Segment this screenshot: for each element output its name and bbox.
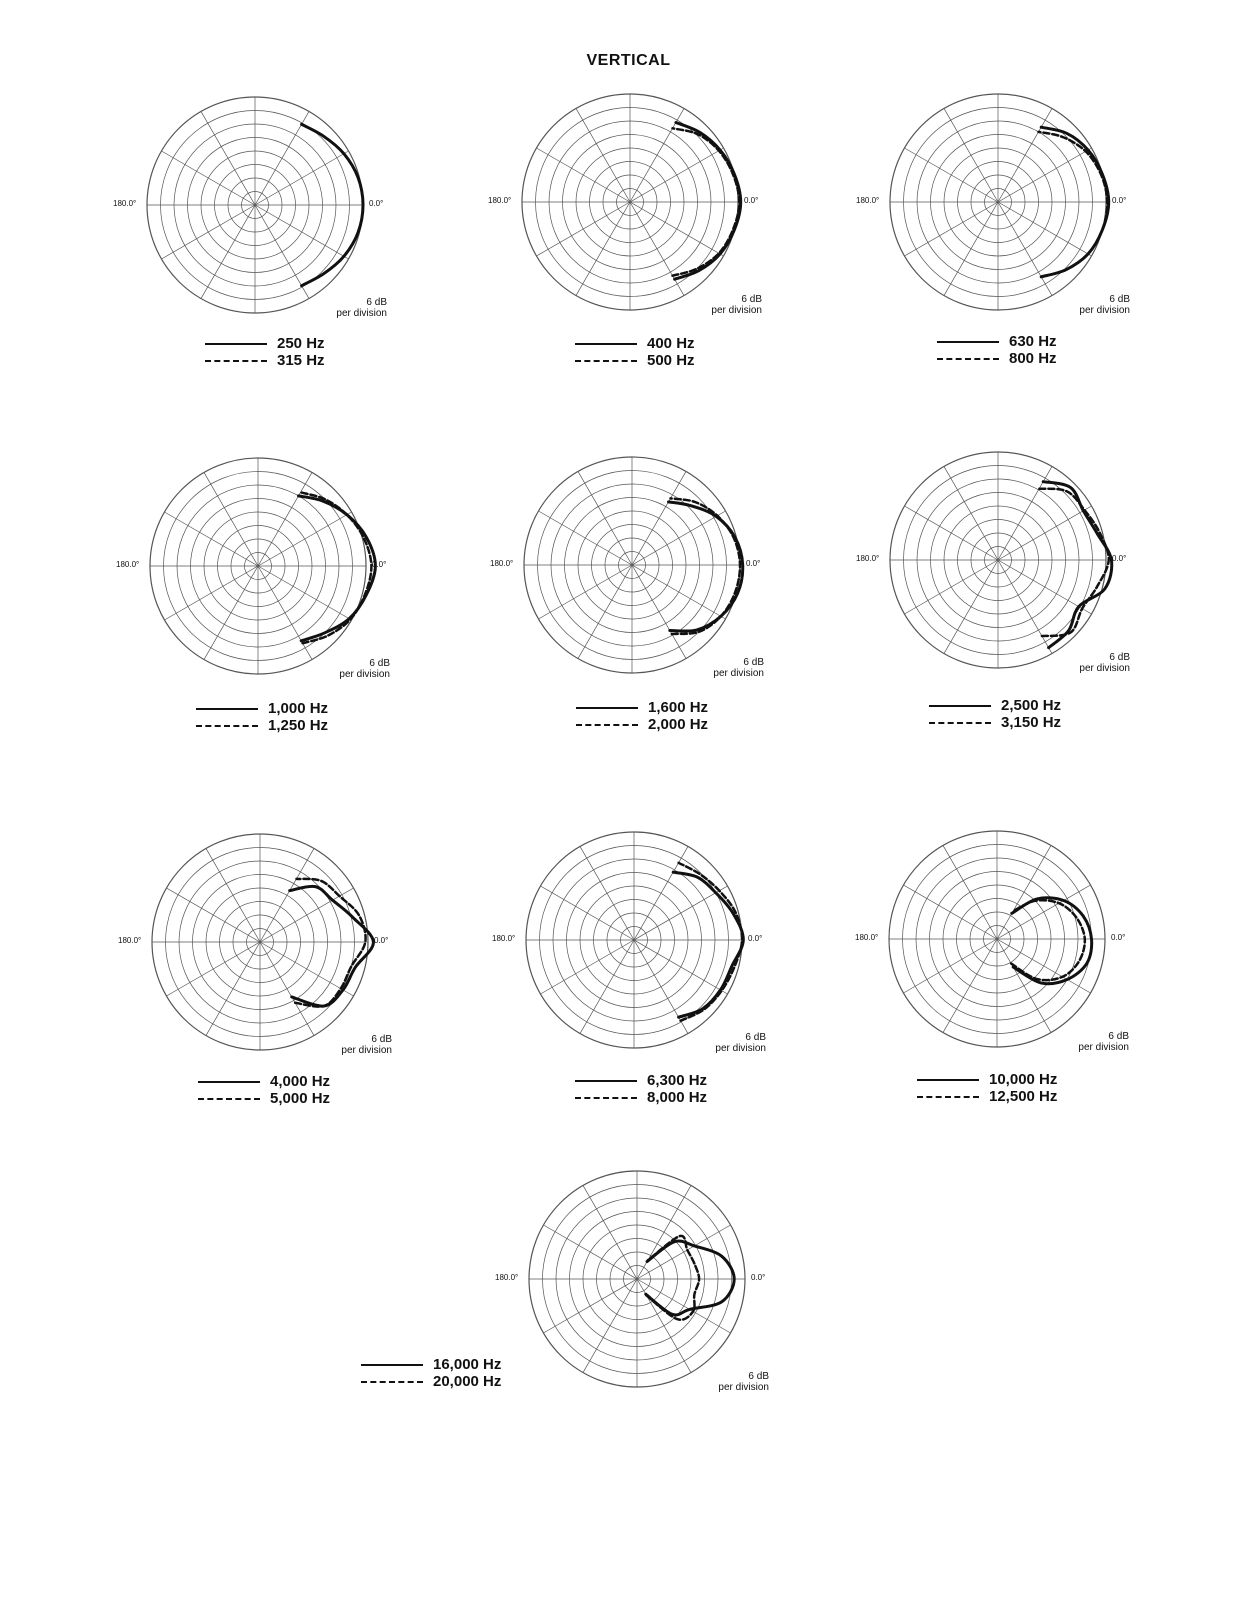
legend: [198, 1073, 418, 1113]
grid-spoke: [634, 886, 728, 940]
grid-spoke: [258, 566, 352, 620]
grid-spoke: [632, 471, 686, 565]
polar-plot-4: [116, 438, 387, 694]
legend-entry: [929, 697, 1149, 714]
grid-spoke: [164, 512, 258, 566]
scale-label-line1: 6 dB: [748, 1371, 769, 1382]
legend-entry: [198, 1073, 418, 1090]
legend-dashed-line: [575, 1097, 637, 1099]
legend-dashed-line: [361, 1381, 423, 1383]
legend-label: 2,000 Hz: [648, 716, 709, 733]
grid-spoke: [258, 566, 312, 660]
legend-entry: [576, 716, 796, 733]
grid-spoke: [580, 940, 634, 1034]
scale-label-line1: 6 dB: [369, 658, 390, 669]
polar-grid: [506, 812, 762, 1068]
legend-entry: [205, 352, 425, 369]
legend-label: 3,150 Hz: [1001, 714, 1062, 731]
legend-entry: [575, 1089, 795, 1106]
grid-spoke: [637, 1279, 731, 1333]
scale-label-line2: per division: [711, 305, 762, 316]
angle-label-180: 180.0°: [118, 936, 142, 945]
grid-spoke: [583, 1185, 637, 1279]
scale-label-line1: 6 dB: [366, 297, 387, 308]
grid-spoke: [998, 560, 1052, 654]
legend-entry: [575, 352, 795, 369]
angle-label-180: 180.0°: [113, 199, 137, 208]
grid-spoke: [904, 560, 998, 614]
legend-solid-line: [917, 1079, 979, 1081]
polar-plot-7: [118, 814, 389, 1070]
scale-label: [1028, 294, 1130, 316]
grid-spoke: [583, 1279, 637, 1373]
scale-label-line2: per division: [1078, 1042, 1129, 1053]
grid-spoke: [578, 565, 632, 659]
scale-label: [664, 1032, 766, 1054]
polar-grid: [127, 77, 383, 333]
grid-spoke: [943, 845, 997, 939]
legend-label: 5,000 Hz: [270, 1090, 331, 1107]
scale-label-line2: per division: [718, 1382, 769, 1393]
legend-label: 1,250 Hz: [268, 717, 329, 734]
legend-solid-line: [929, 705, 991, 707]
legend-dashed-line: [917, 1096, 979, 1098]
grid-spoke: [630, 202, 684, 296]
polar-plot-2: [488, 74, 759, 330]
legend: [205, 335, 425, 375]
angle-label-0: 0.0°: [751, 1273, 766, 1282]
grid-spoke: [204, 472, 258, 566]
grid-spoke: [998, 202, 1052, 296]
angle-label-180: 180.0°: [116, 560, 140, 569]
angle-label-180: 180.0°: [856, 554, 880, 563]
legend: [917, 1071, 1137, 1111]
legend-label: 4,000 Hz: [270, 1073, 331, 1090]
legend: [575, 335, 795, 375]
scale-label: [288, 658, 390, 680]
grid-spoke: [201, 205, 255, 299]
grid-spoke: [540, 940, 634, 994]
polar-grid: [132, 814, 388, 1070]
scale-label: [1027, 1031, 1129, 1053]
legend: [576, 699, 796, 739]
legend-solid-line: [196, 708, 258, 710]
scale-label-line1: 6 dB: [743, 657, 764, 668]
scale-label-line2: per division: [715, 1043, 766, 1054]
polar-plot-5: [490, 437, 761, 693]
grid-spoke: [632, 511, 726, 565]
grid-spoke: [944, 466, 998, 560]
grid-spoke: [998, 108, 1052, 202]
scale-label-line2: per division: [336, 308, 387, 319]
grid-spoke: [255, 205, 349, 259]
polar-plot-3: [856, 74, 1127, 330]
legend-label: 2,500 Hz: [1001, 697, 1062, 714]
scale-label-line2: per division: [713, 668, 764, 679]
scale-label-line1: 6 dB: [741, 294, 762, 305]
grid-spoke: [580, 846, 634, 940]
grid-spoke: [997, 939, 1051, 1033]
legend-label: 6,300 Hz: [647, 1072, 708, 1089]
grid-spoke: [204, 566, 258, 660]
legend-dashed-line: [196, 725, 258, 727]
polar-plot-6: [856, 432, 1127, 688]
legend: [196, 700, 416, 740]
grid-spoke: [997, 885, 1091, 939]
angle-label-0: 0.0°: [1112, 554, 1127, 563]
legend-entry: [196, 700, 416, 717]
angle-label-0: 0.0°: [1111, 933, 1126, 942]
legend-dashed-line: [198, 1098, 260, 1100]
legend: [929, 697, 1149, 737]
grid-spoke: [903, 939, 997, 993]
scale-label-line1: 6 dB: [745, 1032, 766, 1043]
legend-solid-line: [937, 341, 999, 343]
polar-grid: [870, 432, 1126, 688]
grid-spoke: [161, 151, 255, 205]
polar-plot-9: [855, 811, 1126, 1067]
grid-spoke: [576, 202, 630, 296]
angle-label-180: 180.0°: [488, 196, 512, 205]
angle-label-0: 0.0°: [748, 934, 763, 943]
grid-spoke: [260, 848, 314, 942]
grid-spoke: [632, 565, 686, 659]
angle-label-0: 0.0°: [1112, 196, 1127, 205]
grid-spoke: [536, 148, 630, 202]
polar-plot-8: [492, 812, 763, 1068]
grid-spoke: [904, 202, 998, 256]
angle-label-0: 0.0°: [744, 196, 759, 205]
legend-label: 20,000 Hz: [433, 1373, 502, 1390]
scale-label-line2: per division: [1079, 305, 1130, 316]
angle-label-180: 180.0°: [492, 934, 516, 943]
polar-grid: [502, 74, 758, 330]
grid-spoke: [904, 148, 998, 202]
scale-label-line2: per division: [339, 669, 390, 680]
polar-grid: [130, 438, 386, 694]
series-line-solid: [669, 502, 743, 631]
legend-entry: [917, 1071, 1137, 1088]
grid-spoke: [944, 108, 998, 202]
legend-dashed-line: [575, 360, 637, 362]
angle-label-0: 0.0°: [746, 559, 761, 568]
legend-label: 500 Hz: [647, 352, 695, 369]
grid-spoke: [997, 845, 1051, 939]
angle-label-0: 0.0°: [374, 936, 389, 945]
series-line-dashed: [301, 492, 372, 643]
series-line-solid: [299, 496, 376, 641]
scale-label-line1: 6 dB: [1108, 1031, 1129, 1042]
grid-spoke: [543, 1279, 637, 1333]
grid-spoke: [632, 565, 726, 619]
legend-label: 1,600 Hz: [648, 699, 709, 716]
grid-spoke: [538, 511, 632, 565]
grid-spoke: [998, 506, 1092, 560]
angle-label-180: 180.0°: [855, 933, 879, 942]
grid-spoke: [630, 202, 724, 256]
legend-solid-line: [198, 1081, 260, 1083]
legend: [937, 333, 1157, 373]
legend-solid-line: [575, 1080, 637, 1082]
legend-label: 800 Hz: [1009, 350, 1057, 367]
legend-entry: [361, 1356, 581, 1373]
legend-entry: [929, 714, 1149, 731]
grid-spoke: [536, 202, 630, 256]
grid-spoke: [258, 472, 312, 566]
legend-dashed-line: [205, 360, 267, 362]
angle-label-0: 0.0°: [369, 199, 384, 208]
legend-dashed-line: [576, 724, 638, 726]
scale-label-line1: 6 dB: [1109, 294, 1130, 305]
grid-spoke: [998, 148, 1092, 202]
scale-label: [1028, 652, 1130, 674]
legend: [575, 1072, 795, 1112]
grid-spoke: [903, 885, 997, 939]
legend-label: 400 Hz: [647, 335, 695, 352]
grid-spoke: [260, 942, 314, 1036]
legend-label: 10,000 Hz: [989, 1071, 1058, 1088]
scale-label: [660, 294, 762, 316]
legend-entry: [361, 1373, 581, 1390]
legend-label: 8,000 Hz: [647, 1089, 708, 1106]
scale-label-line2: per division: [1079, 663, 1130, 674]
angle-label-0: 0.0°: [372, 560, 387, 569]
scale-label: [285, 297, 387, 319]
grid-spoke: [998, 202, 1092, 256]
polar-grid: [504, 437, 760, 693]
grid-spoke: [206, 848, 260, 942]
grid-spoke: [634, 940, 688, 1034]
legend-entry: [205, 335, 425, 352]
grid-spoke: [164, 566, 258, 620]
page-title: VERTICAL: [586, 52, 671, 69]
legend: [361, 1356, 581, 1396]
legend-label: 16,000 Hz: [433, 1356, 502, 1373]
legend-solid-line: [576, 707, 638, 709]
angle-label-180: 180.0°: [856, 196, 880, 205]
grid-spoke: [543, 1225, 637, 1279]
grid-spoke: [260, 942, 354, 996]
grid-spoke: [943, 939, 997, 1033]
scale-label: [662, 657, 764, 679]
legend-entry: [937, 333, 1157, 350]
legend-entry: [196, 717, 416, 734]
grid-spoke: [166, 888, 260, 942]
legend-entry: [575, 335, 795, 352]
legend-label: 315 Hz: [277, 352, 325, 369]
scale-label: [667, 1371, 769, 1393]
legend-label: 12,500 Hz: [989, 1088, 1058, 1105]
grid-spoke: [166, 942, 260, 996]
grid-spoke: [944, 202, 998, 296]
legend-entry: [576, 699, 796, 716]
grid-spoke: [255, 151, 349, 205]
scale-label: [290, 1034, 392, 1056]
grid-spoke: [258, 512, 352, 566]
legend-label: 250 Hz: [277, 335, 325, 352]
legend-solid-line: [361, 1364, 423, 1366]
legend-label: 630 Hz: [1009, 333, 1057, 350]
grid-spoke: [540, 886, 634, 940]
polar-plot-1: [113, 77, 384, 333]
grid-spoke: [206, 942, 260, 1036]
angle-label-180: 180.0°: [495, 1273, 519, 1282]
scale-label-line1: 6 dB: [1109, 652, 1130, 663]
legend-entry: [198, 1090, 418, 1107]
scale-label-line1: 6 dB: [371, 1034, 392, 1045]
scale-label-line2: per division: [341, 1045, 392, 1056]
legend-entry: [937, 350, 1157, 367]
legend-entry: [575, 1072, 795, 1089]
legend-solid-line: [205, 343, 267, 345]
legend-label: 1,000 Hz: [268, 700, 329, 717]
legend-dashed-line: [929, 722, 991, 724]
legend-entry: [917, 1088, 1137, 1105]
angle-label-180: 180.0°: [490, 559, 514, 568]
polar-grid: [869, 811, 1125, 1067]
grid-spoke: [637, 1185, 691, 1279]
grid-spoke: [904, 506, 998, 560]
grid-spoke: [944, 560, 998, 654]
legend-dashed-line: [937, 358, 999, 360]
series-line-dashed: [1039, 132, 1108, 277]
grid-spoke: [634, 846, 688, 940]
grid-spoke: [630, 148, 724, 202]
grid-spoke: [634, 940, 728, 994]
polar-grid: [870, 74, 1126, 330]
grid-spoke: [576, 108, 630, 202]
legend-solid-line: [575, 343, 637, 345]
grid-spoke: [538, 565, 632, 619]
grid-spoke: [161, 205, 255, 259]
grid-spoke: [578, 471, 632, 565]
grid-spoke: [201, 111, 255, 205]
